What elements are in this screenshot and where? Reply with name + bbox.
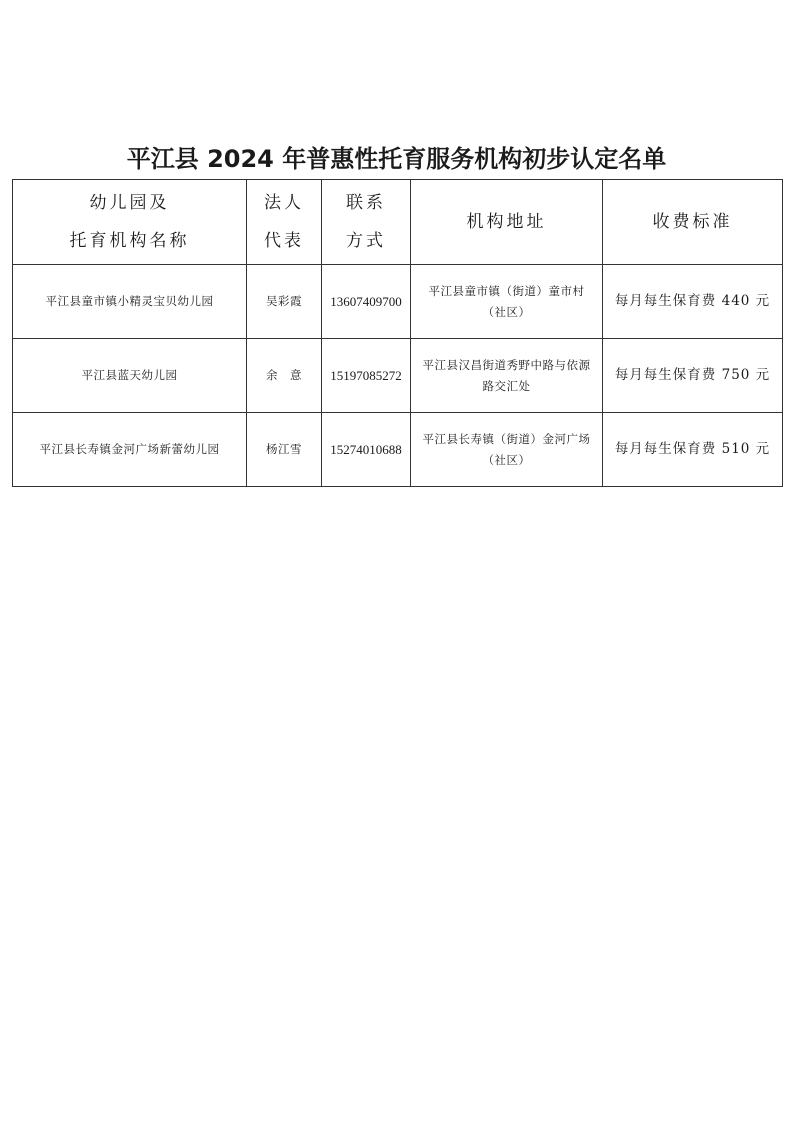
header-address: 机构地址 [411,180,603,265]
table-row [13,413,783,487]
cell-phone: 13607409700 [322,265,411,339]
cell-fee: 每月每生保育费 440 元 [603,265,783,339]
cell-institution-name: 平江县蓝天幼儿园 [13,339,247,413]
cell-institution-name: 平江县童市镇小精灵宝贝幼儿园 [13,265,247,339]
header-institution-name: 幼儿园及 托育机构名称 [13,180,247,265]
table-header-row [13,180,783,265]
cell-legal-rep: 余 意 [247,339,322,413]
header-contact: 联系 方式 [322,180,411,265]
cell-fee: 每月每生保育费 510 元 [603,413,783,487]
institution-table [12,179,783,487]
table-row [13,265,783,339]
cell-institution-name: 平江县长寿镇金河广场新蕾幼儿园 [13,413,247,487]
cell-fee: 每月每生保育费 750 元 [603,339,783,413]
table-row [13,339,783,413]
cell-legal-rep: 杨江雪 [247,413,322,487]
cell-phone: 15274010688 [322,413,411,487]
cell-address: 平江县汉昌街道秀野中路与依源路交汇处 [411,339,603,413]
page-title: 平江县 2024 年普惠性托育服务机构初步认定名单 [126,145,667,173]
cell-address: 平江县长寿镇（街道）金河广场（社区） [411,413,603,487]
header-fee: 收费标准 [603,180,783,265]
header-legal-rep: 法人 代表 [247,180,322,265]
cell-legal-rep: 吴彩霞 [247,265,322,339]
cell-address: 平江县童市镇（街道）童市村（社区） [411,265,603,339]
cell-phone: 15197085272 [322,339,411,413]
